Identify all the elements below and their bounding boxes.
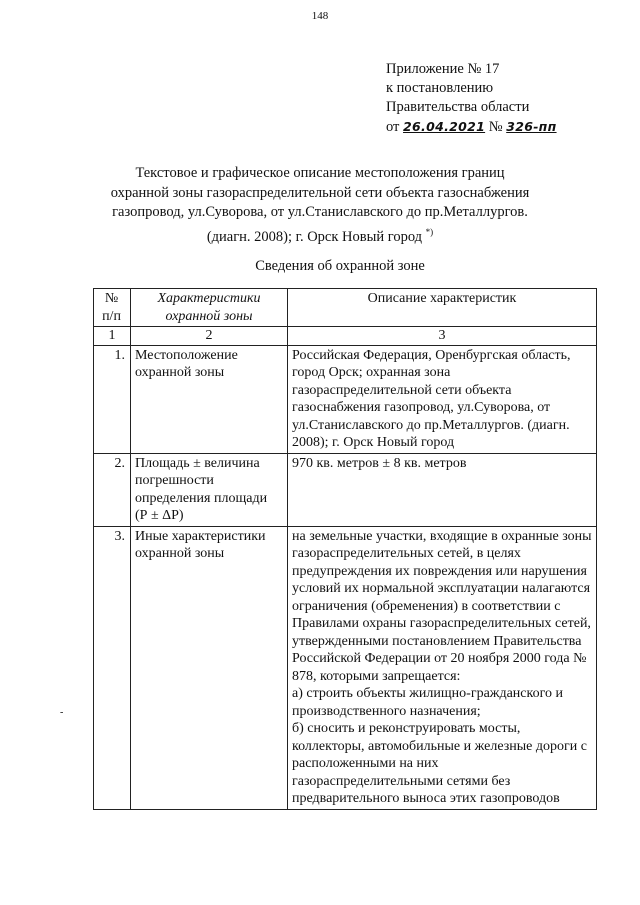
row-characteristic: Местоположение охранной зоны [131,345,288,453]
appendix-line-1: Приложение № 17 [386,61,500,77]
row-description: 970 кв. метров ± 8 кв. метров [288,453,597,526]
header-number: № п/п [94,289,131,327]
margin-mark: - [60,707,64,718]
table-row [94,526,597,809]
appendix-date-line [386,117,557,137]
number-label: № [488,119,503,135]
protection-zone-table [93,288,597,810]
page-number: 148 [311,10,329,22]
section-subtitle: Сведения об охранной зоне [255,258,425,274]
row-characteristic: Площадь ± величина погрешности определения площади (Р ± ΔР) [131,453,288,526]
title-line-2: охранной зоны газораспределительной сети объекта газоснабжения [110,184,530,201]
row-number: 1. [94,345,131,453]
row-description [288,526,597,809]
col-number-2: 2 [131,327,288,346]
handwritten-date: 26.04.2021 [403,119,486,134]
appendix-line-2: к постановлению [386,80,494,96]
title-line-3: газопровод, ул.Суворова, от ул.Станиславского до пр.Металлургов. [112,204,528,220]
row-characteristic: Иные характеристики охранной зоны [131,526,288,809]
row-number: 3. [94,526,131,809]
title-line-4-text: (диагн. 2008); г. Орск Новый город [206,228,423,245]
row-description: Российская Федерация, Оренбургская область, город Орск; охранная зона газораспределительной сети объекта газоснабжения газопровод, ул.Суворова, от ул.Станиславского до пр.Металлургов. (диагн. 2008); г. Орск Новый город [288,345,597,453]
from-label: от [386,119,400,135]
title-line-4 [90,223,550,247]
appendix-header [386,60,557,137]
title-line-1: Текстовое и графическое описание местоположения границ [135,165,505,181]
footnote-mark: *) [425,226,434,237]
header-description: Описание характеристик [288,289,597,327]
table-row [94,345,597,453]
restriction-item-b: б) сносить и реконструировать мосты, коллекторы, автомобильные и железные дороги с расположенными на них газораспределительными сетями без предварительного выноса этих газопроводов [292,721,587,806]
row-number: 2. [94,453,131,526]
table-header-row [94,289,597,327]
appendix-line-3: Правительства области [386,99,530,115]
col-number-3: 3 [288,327,597,346]
document-title [90,164,550,247]
handwritten-number: 326-пп [506,119,557,134]
table-row [94,453,597,526]
header-characteristics: Характеристики охранной зоны [131,289,288,327]
restriction-item-a: а) строить объекты жилищно-гражданского и производственного назначения; [292,686,563,719]
col-number-1: 1 [94,327,131,346]
column-numbers-row [94,327,597,346]
restrictions-intro: на земельные участки, входящие в охранные зоны газораспределительных сетей, в целях предупреждения их повреждения или нарушения условий их нормальной эксплуатации налагаются ограничения (обременения) в соответствии с Правилами охраны газораспределительных сетей, утвержденными постановлением Правительства Российской Федерации от 20 ноября 2000 года № 878, которыми запрещается: [292,528,592,684]
